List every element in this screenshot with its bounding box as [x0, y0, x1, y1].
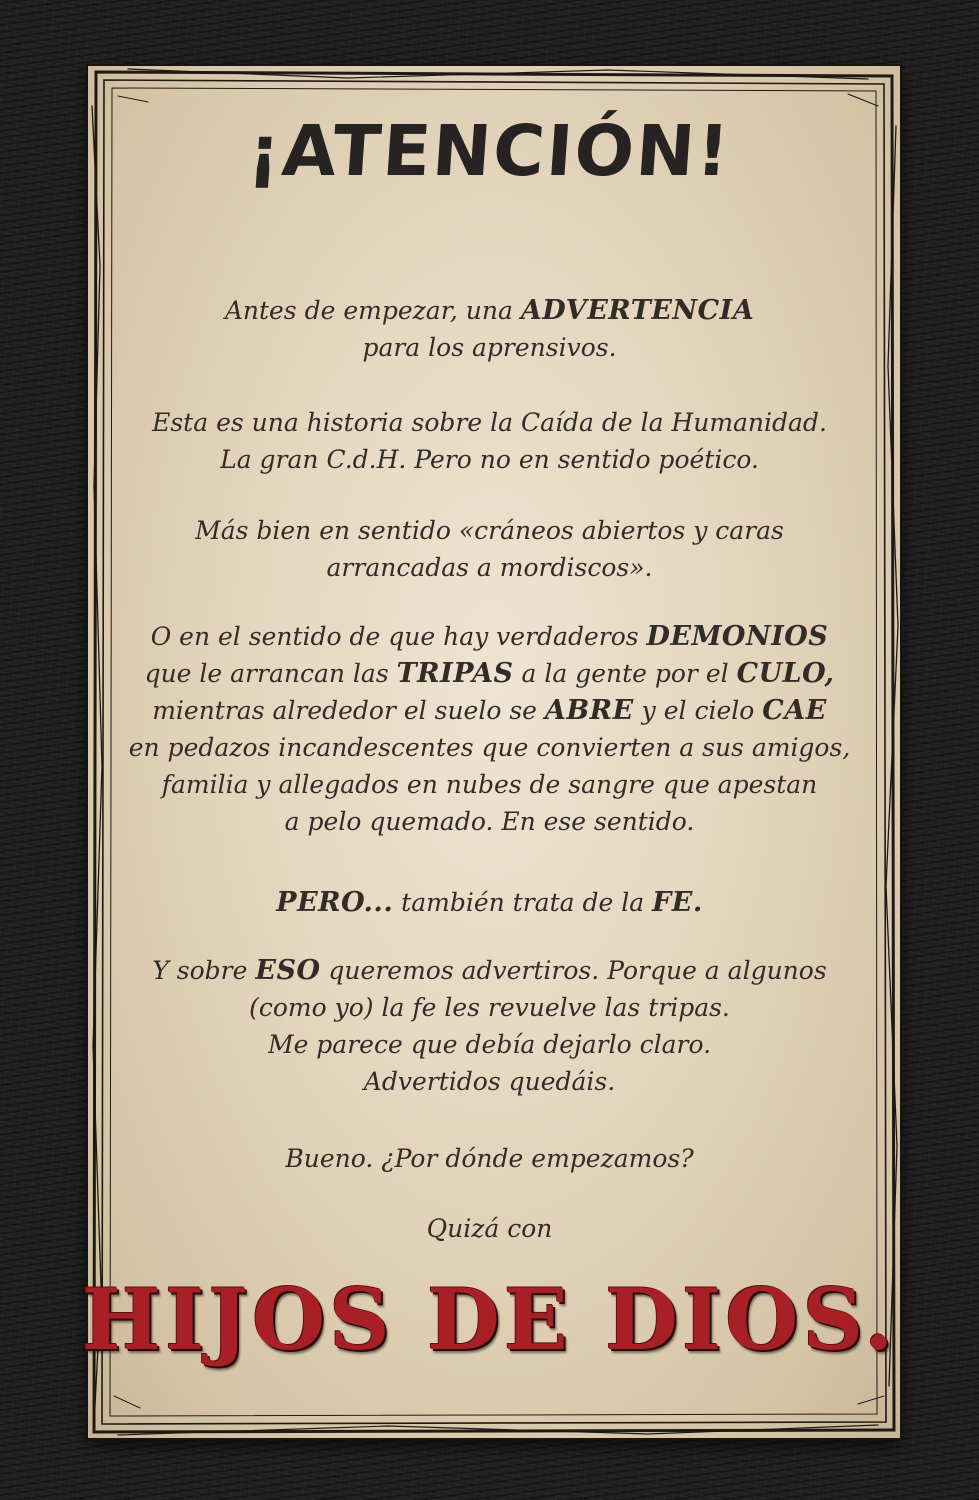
text-line [30, 952, 949, 989]
paragraph-advice [30, 952, 949, 1100]
emphasis-text: CULO, [736, 658, 835, 689]
body-text: Más bien en sentido «cráneos abiertos y caras [195, 516, 784, 545]
body-text: Quizá con [426, 1214, 553, 1243]
body-text: a la gente por el [513, 659, 737, 688]
text-line [30, 1140, 949, 1177]
body-text: (como yo) la fe les revuelve las tripas. [249, 993, 730, 1022]
text-line [30, 766, 949, 803]
paragraph-perhaps [30, 1210, 949, 1247]
text-line [30, 292, 949, 329]
emphasis-text: CAE [762, 695, 827, 726]
paragraph-story [30, 404, 949, 478]
text-line [30, 1210, 949, 1247]
body-text: arrancadas a mordiscos». [326, 553, 653, 582]
text-line [30, 989, 949, 1026]
body-text: familia y allegados en nubes de sangre que apestan [161, 770, 818, 799]
paragraph-faith [30, 884, 949, 921]
text-line [30, 1063, 949, 1100]
text-line [30, 729, 949, 766]
paragraph-demons [30, 618, 949, 840]
emphasis-text: FE. [652, 887, 703, 918]
text-line [30, 884, 949, 921]
paragraph-warning [30, 292, 949, 366]
text-line [30, 618, 949, 655]
text-line [30, 549, 949, 586]
emphasis-text: ADVERTENCIA [520, 295, 755, 326]
emphasis-text: ABRE [544, 695, 634, 726]
text-line [30, 692, 949, 729]
body-text: mientras alrededor el suelo se [152, 696, 545, 725]
body-text: Esta es una historia sobre la Caída de la Humanidad. [152, 408, 827, 437]
book-title: HIJOS DE DIOS. [81, 1270, 898, 1369]
emphasis-text: DEMONIOS [646, 621, 829, 652]
text-line [30, 441, 949, 478]
text-line [30, 1026, 949, 1063]
paragraph-skulls [30, 512, 949, 586]
text-line [30, 329, 949, 366]
body-text: La gran C.d.H. Pero no en sentido poético. [220, 445, 759, 474]
text-line [30, 512, 949, 549]
text-line [30, 803, 949, 840]
body-text: Me parece que debía dejarlo claro. [267, 1030, 712, 1059]
body-text: Antes de empezar, una [224, 296, 521, 325]
body-text: Bueno. ¿Por dónde empezamos? [285, 1144, 694, 1173]
body-text: también trata de la [393, 888, 653, 917]
paragraph-start [30, 1140, 949, 1177]
emphasis-text: ESO [255, 955, 321, 986]
body-text: para los aprensivos. [362, 333, 617, 362]
emphasis-text: PERO... [276, 887, 394, 918]
emphasis-text: TRIPAS [396, 658, 514, 689]
body-text: en pedazos incandescentes que convierten a sus amigos, [128, 733, 851, 762]
body-text: queremos advertiros. Porque a algunos [320, 956, 827, 985]
body-text: Y sobre [152, 956, 256, 985]
body-text: y el cielo [633, 696, 763, 725]
body-text: que le arrancan las [144, 659, 397, 688]
body-text: a pelo quemado. En ese sentido. [284, 807, 695, 836]
body-text: O en el sentido de que hay verdaderos [150, 622, 647, 651]
text-line [30, 404, 949, 441]
page-title: ¡ATENCIÓN! [245, 110, 734, 192]
text-line [30, 655, 949, 692]
body-text: Advertidos quedáis. [363, 1067, 616, 1096]
